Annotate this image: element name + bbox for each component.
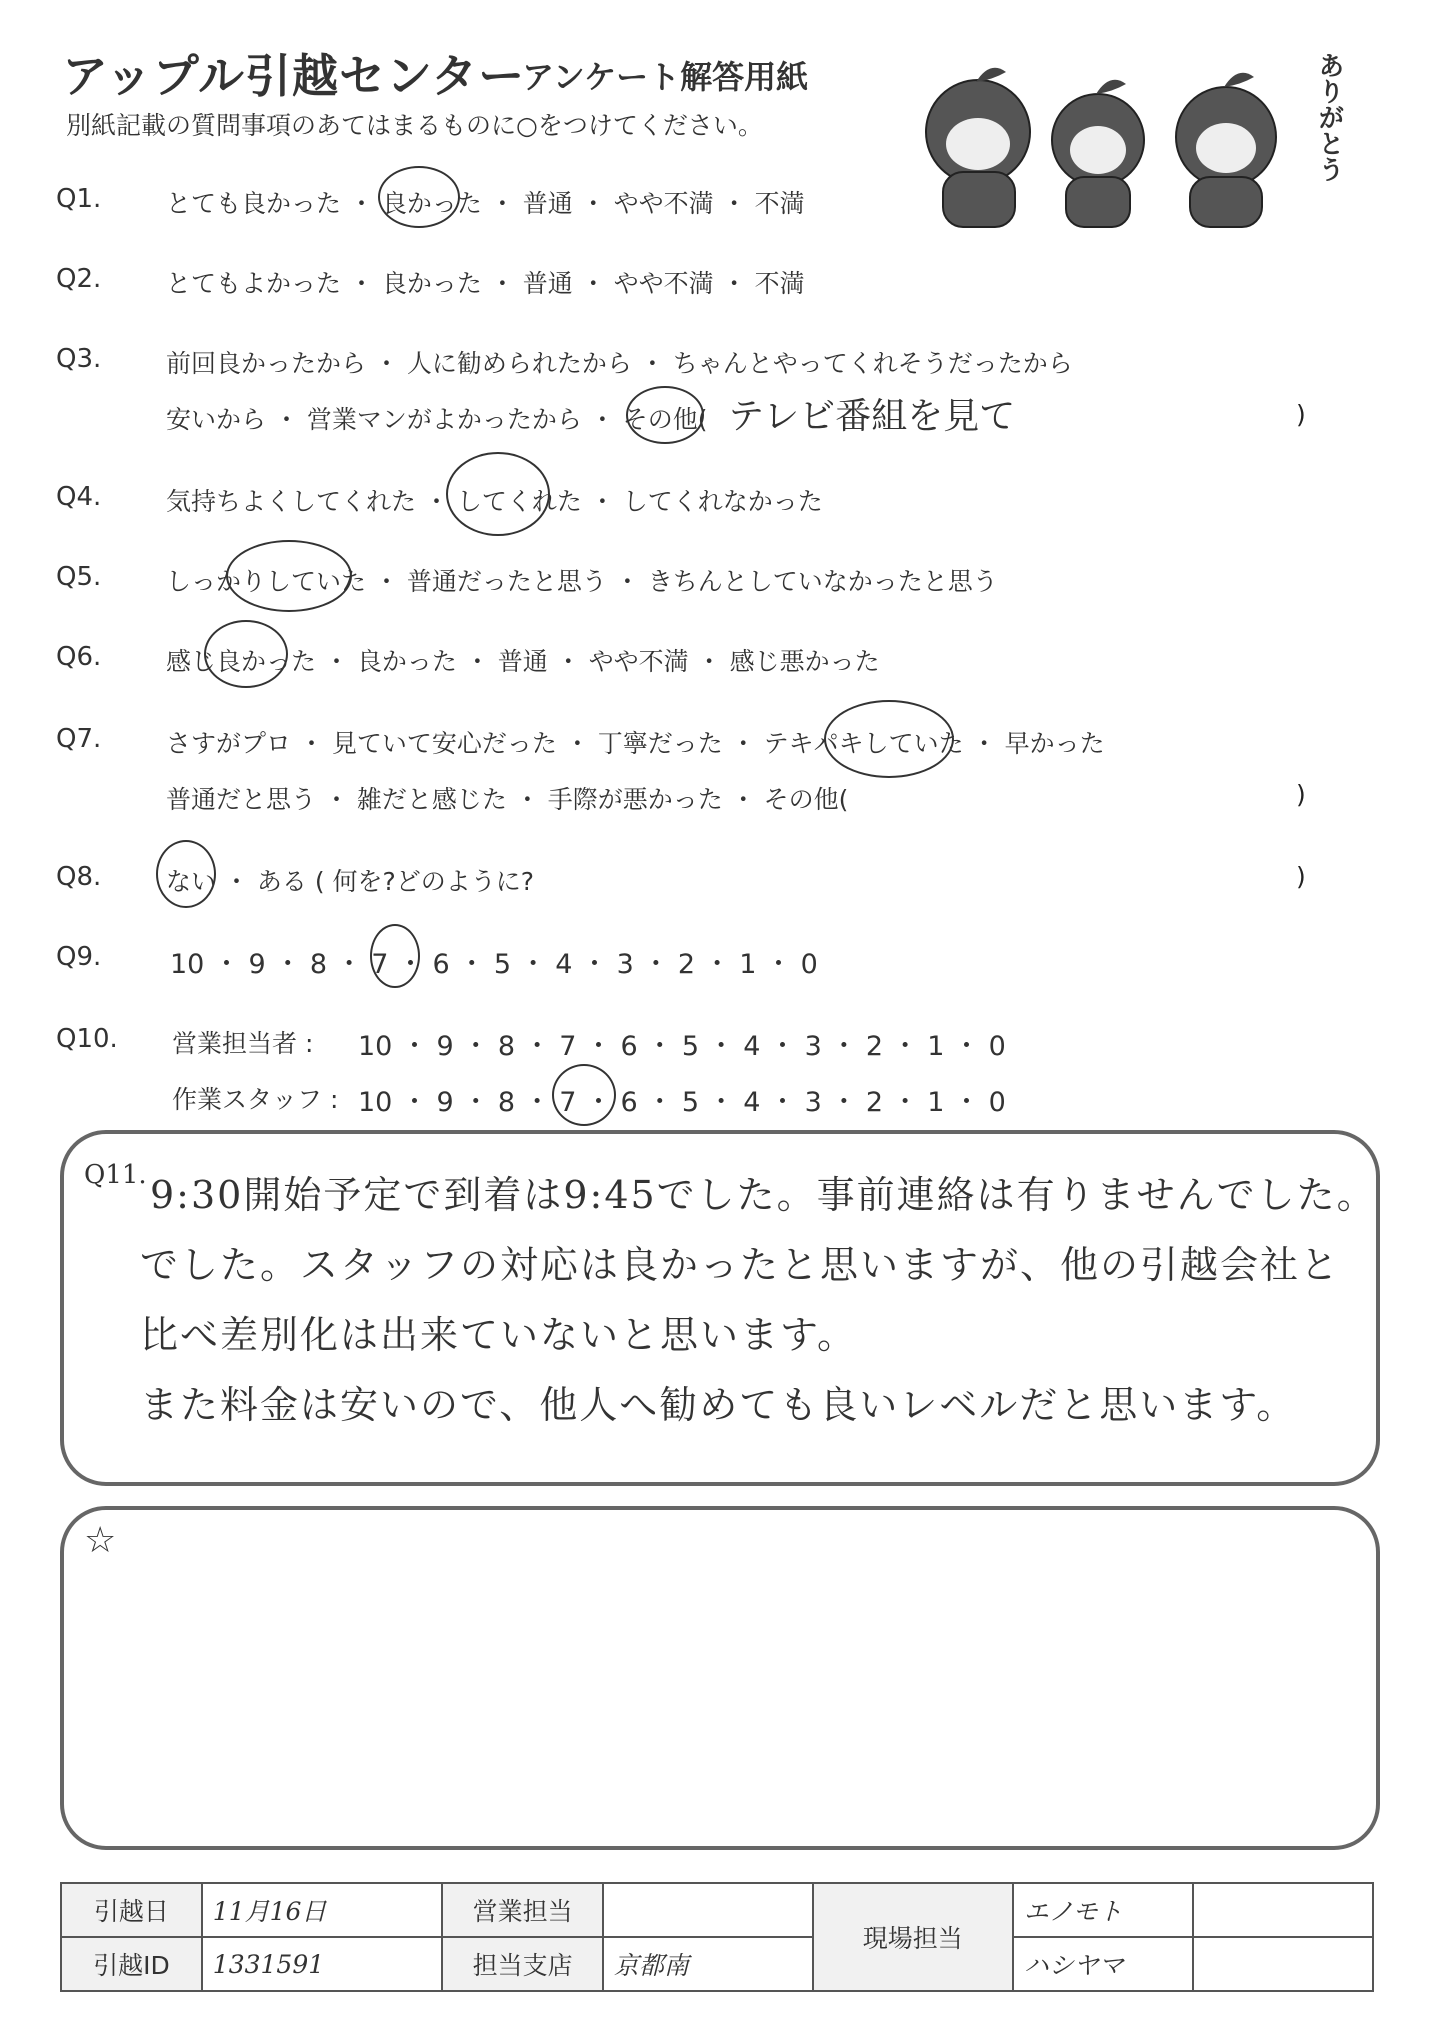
q4-options[interactable]: 気持ちよくしてくれた ・ してくれた ・ してくれなかった — [166, 487, 823, 516]
mascot-illustration — [888, 42, 1348, 232]
form-subtitle: アンケート解答用紙 — [522, 58, 809, 96]
branch-label: 担当支店 — [442, 1937, 603, 1991]
move-date-value: 11月16日 — [202, 1883, 443, 1937]
q8-close-paren: ) — [1296, 862, 1306, 891]
move-date-label: 引越日 — [61, 1883, 202, 1937]
free-comment-box — [60, 1506, 1380, 1850]
star-icon: ☆ — [84, 1520, 117, 1561]
q3-answer-circle — [626, 386, 704, 444]
q1-options[interactable]: とても良かった ・ 良かった ・ 普通 ・ やや不満 ・ 不満 — [166, 189, 805, 218]
q11-label: Q11. — [84, 1160, 147, 1190]
q7-close-paren: ) — [1296, 780, 1306, 809]
q4-label: Q4. — [56, 482, 102, 512]
site-staff-1: エノモト — [1013, 1883, 1193, 1937]
q10-sales-label: 営業担当者 : — [172, 1029, 314, 1058]
site-staff-extra-2 — [1193, 1937, 1373, 1991]
site-staff-2: ハシヤマ — [1013, 1937, 1193, 1991]
q7-options-line1[interactable]: さすがプロ ・ 見ていて安心だった ・ 丁寧だった ・ テキパキしていた ・ 早かった — [166, 729, 1105, 758]
q2-label: Q2. — [56, 264, 102, 294]
q8-answer-circle — [156, 840, 216, 908]
q9-scale[interactable]: 10 ・ 9 ・ 8 ・ 7 ・ 6 ・ 5 ・ 4 ・ 3 ・ 2 ・ 1 ・ 0 — [170, 949, 818, 980]
thanks-text: ありがとう — [1314, 52, 1344, 182]
q8-options[interactable]: ない ・ ある ( 何を?どのように? — [166, 867, 535, 896]
q6-answer-circle — [204, 620, 288, 688]
instruction-text: 別紙記載の質問事項のあてはまるものに○をつけてください。 — [66, 111, 763, 140]
sales-rep-label: 営業担当 — [442, 1883, 603, 1937]
move-info-table — [60, 1882, 1374, 1992]
q10-staff-label: 作業スタッフ : — [172, 1085, 339, 1114]
q2-options[interactable]: とてもよかった ・ 良かった ・ 普通 ・ やや不満 ・ 不満 — [166, 269, 805, 298]
q1-answer-circle — [378, 166, 460, 228]
q3-label: Q3. — [56, 344, 102, 374]
q6-options[interactable]: 感じ良かった ・ 良かった ・ 普通 ・ やや不満 ・ 感じ悪かった — [166, 647, 880, 676]
move-id-label: 引越ID — [61, 1937, 202, 1991]
q3-options-line1[interactable]: 前回良かったから ・ 人に勧められたから ・ ちゃんとやってくれそうだったから — [166, 349, 1073, 378]
branch-value: 京都南 — [603, 1937, 813, 1991]
q7-label: Q7. — [56, 724, 102, 754]
q5-options[interactable]: しっかりしていた ・ 普通だったと思う ・ きちんとしていなかったと思う — [166, 567, 998, 596]
move-id-value: 1331591 — [202, 1937, 443, 1991]
q4-answer-circle — [446, 452, 550, 536]
q3-options-line2[interactable]: 安いから ・ 営業マンがよかったから ・ その他( — [166, 405, 708, 434]
q11-comment-line-4: また料金は安いので、他人へ勧めても良いレベルだと思います。 — [140, 1383, 1297, 1427]
q10-sales-scale[interactable]: 10 ・ 9 ・ 8 ・ 7 ・ 6 ・ 5 ・ 4 ・ 3 ・ 2 ・ 1 ・ 0 — [358, 1031, 1006, 1062]
q3-other-answer: テレビ番組を見て — [728, 396, 1016, 437]
q9-label: Q9. — [56, 942, 102, 972]
site-staff-extra-1 — [1193, 1883, 1373, 1937]
site-staff-label: 現場担当 — [813, 1883, 1013, 1991]
q3-close-paren: ) — [1296, 400, 1306, 429]
q6-label: Q6. — [56, 642, 102, 672]
q1-label: Q1. — [56, 184, 102, 214]
q7-options-line2[interactable]: 普通だと思う ・ 雑だと感じた ・ 手際が悪かった ・ その他( — [166, 785, 849, 814]
q8-label: Q8. — [56, 862, 102, 892]
q5-label: Q5. — [56, 562, 102, 592]
q10-staff-scale[interactable]: 10 ・ 9 ・ 8 ・ 7 ・ 6 ・ 5 ・ 4 ・ 3 ・ 2 ・ 1 ・ 0 — [358, 1087, 1006, 1118]
q7-answer-circle — [824, 700, 954, 778]
q11-comment-line-3: 比べ差別化は出来ていないと思います。 — [140, 1313, 857, 1357]
q11-comment-line-2: でした。スタッフの対応は良かったと思いますが、他の引越会社と — [140, 1243, 1341, 1287]
sales-rep-value — [603, 1883, 813, 1937]
q5-answer-circle — [226, 540, 352, 612]
form-title: アップル引越センター — [62, 49, 526, 103]
q10-label: Q10. — [56, 1024, 118, 1054]
q11-comment-line-1: 9:30開始予定で到着は9:45でした。事前連絡は有りませんでした。 — [150, 1173, 1377, 1217]
q9-answer-circle — [370, 924, 420, 988]
q10-staff-answer-circle — [552, 1064, 616, 1126]
